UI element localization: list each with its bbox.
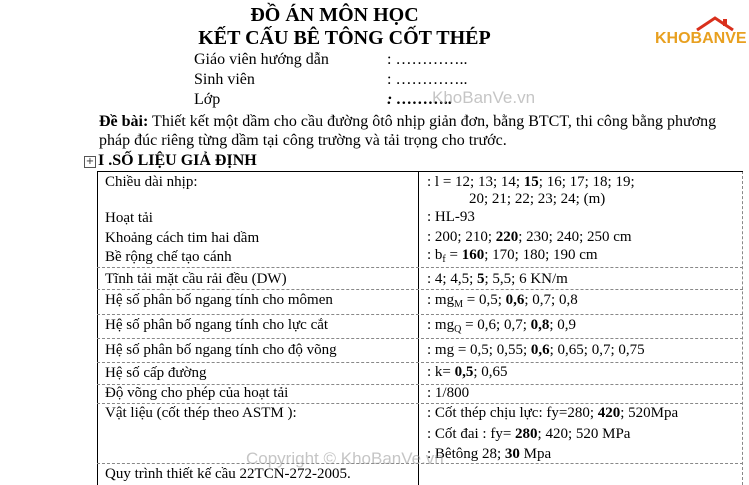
row-divider bbox=[97, 267, 743, 268]
stirrup-values: : Cốt đai : fy= 280; 420; 520 MPa bbox=[427, 426, 631, 442]
document-title: ĐỒ ÁN MÔN HỌC bbox=[250, 4, 419, 26]
student-label: Sinh viên bbox=[194, 71, 255, 88]
table-border-left bbox=[97, 171, 98, 485]
logo-text: KHOBANVE bbox=[655, 30, 747, 47]
flange-width-label: Bề rộng chế tạo cánh bbox=[105, 249, 232, 265]
parameters-table bbox=[97, 171, 743, 485]
row-divider bbox=[97, 403, 743, 404]
watermark-top: KhoBanVe.vn bbox=[432, 88, 536, 107]
table-border-top bbox=[97, 171, 743, 172]
girder-spacing-label: Khoảng cách tim hai dầm bbox=[105, 230, 260, 246]
deflection-factor-label: Hệ số phân bố ngang tính cho độ võng bbox=[105, 342, 337, 358]
deck-load-values: : 4; 4,5; 5; 5,5; 6 KN/m bbox=[427, 271, 568, 287]
materials-label: Vật liệu (cốt thép theo ASTM ): bbox=[105, 405, 297, 421]
girder-spacing-values: : 200; 210; 220; 230; 240; 250 cm bbox=[427, 229, 632, 245]
teacher-value: : ………….. bbox=[387, 51, 468, 68]
row-divider bbox=[97, 362, 743, 363]
table-border-right bbox=[742, 171, 743, 485]
flange-width-values: : $b_f = 160$; 170; 180; 190 cm bbox=[427, 247, 598, 265]
live-load-label: Hoạt tải bbox=[105, 210, 153, 226]
section-title: I .SỐ LIỆU GIẢ ĐỊNH bbox=[98, 152, 257, 169]
shear-factor-label: Hệ số phân bố ngang tính cho lực cắt bbox=[105, 317, 329, 333]
moment-factor-values: : $mg_M = 0,5$; 0,6; 0,7; 0,8 bbox=[427, 292, 578, 310]
row-divider bbox=[97, 289, 743, 290]
watermark-bottom: Copyright © KhoBanVe.vn bbox=[246, 449, 444, 468]
concrete-values: : Bêtông 28; 30 Mpa bbox=[427, 446, 552, 462]
row-divider bbox=[97, 338, 743, 339]
document-subtitle: KẾT CẤU BÊ TÔNG CỐT THÉP bbox=[198, 27, 491, 49]
allowable-deflection-value: : 1/800 bbox=[427, 385, 470, 401]
rebar-values: : Cốt thép chịu lực: fy=280; 420; 520Mpa bbox=[427, 405, 679, 421]
class-label: Lớp bbox=[194, 91, 221, 108]
live-load-value: : HL-93 bbox=[427, 209, 475, 225]
row-divider bbox=[97, 314, 743, 315]
span-length-values-2: 20; 21; 22; 23; 24; (m) bbox=[469, 191, 606, 207]
teacher-label: Giáo viên hướng dẫn bbox=[194, 51, 329, 68]
deck-load-label: Tĩnh tải mặt cầu rải đều (DW) bbox=[105, 271, 287, 287]
span-length-label: Chiều dài nhịp: bbox=[105, 174, 198, 190]
moment-factor-label: Hệ số phân bố ngang tính cho mômen bbox=[105, 292, 333, 308]
design-code-label: Quy trình thiết kế cầu 22TCN-272-2005. bbox=[105, 466, 351, 482]
deflection-factor-values: : mg = 0,5; 0,55; 0,6; 0,65; 0,7; 0,75 bbox=[427, 342, 645, 358]
task-text: Thiết kết một dầm cho cầu đường ôtô nhịp giản đơn, bằng BTCT, thi công bằng phương pháp đúc riêng từng dầm tại công trường và tải trọng cho trước. bbox=[99, 113, 717, 149]
allowable-deflection-label: Độ võng cho phép của hoạt tải bbox=[105, 385, 289, 401]
khobanve-logo bbox=[655, 16, 747, 50]
class-value: : ……….. bbox=[387, 91, 453, 108]
span-length-values: : l = 12; 13; 14; 15; 16; 17; 18; 19; bbox=[427, 174, 635, 190]
student-value: : ………….. bbox=[387, 71, 468, 88]
road-class-values: : k= 0,5; 0,65 bbox=[427, 364, 508, 380]
table-move-handle-icon[interactable]: + bbox=[85, 156, 95, 167]
table-column-divider bbox=[418, 171, 419, 485]
shear-factor-values: : $mg_Q = 0,6$; 0,7; 0,8; 0,9 bbox=[427, 317, 577, 335]
task-description bbox=[99, 112, 739, 150]
task-label: Đề bài: bbox=[99, 113, 149, 130]
road-class-label: Hệ số cấp đường bbox=[105, 365, 207, 381]
